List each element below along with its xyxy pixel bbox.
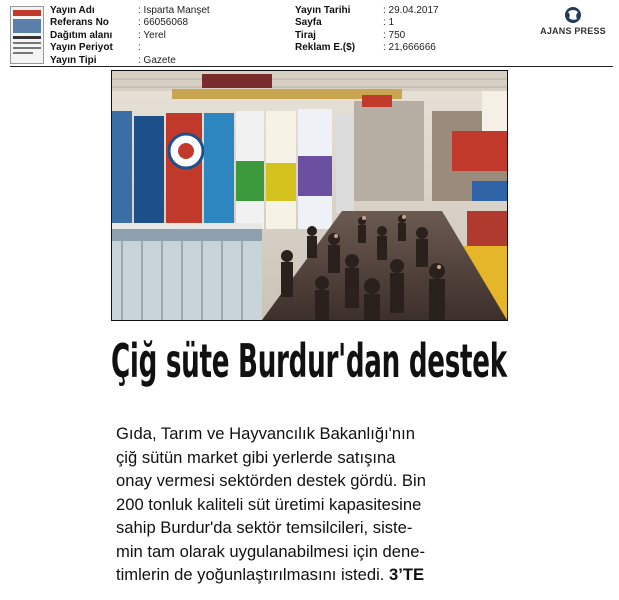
meta-value: : 1 [383, 17, 395, 29]
body-line: sahip Burdur'da sektör temsilcileri, siste- [116, 518, 413, 537]
globe-icon [533, 6, 613, 26]
meta-label: Yayın Tarihi [295, 5, 351, 16]
meta-label: Referans No [50, 17, 109, 29]
meta-value: : Gazete [138, 54, 176, 66]
meta-label: Yayın Tipi [50, 54, 97, 66]
headline: Çiğ süte Burdur'dan destek [111, 334, 507, 388]
meta-value: : 29.04.2017 [383, 5, 439, 16]
body-line: 200 tonluk kaliteli süt üretimi kapasitesine [116, 494, 422, 514]
meta-row-ad-value [295, 42, 439, 54]
body-line: Gıda, Tarım ve Hayvancılık Bakanlığı'nın [116, 424, 415, 443]
meta-row-publication-name [50, 5, 210, 17]
meta-label: Reklam E.($) [295, 42, 356, 54]
ajans-press-logo [533, 6, 613, 40]
logo-text: AJANS PRESS [540, 26, 606, 36]
meta-label: Dağıtım alanı [50, 29, 113, 41]
meta-value: : Yerel [138, 29, 166, 41]
meta-row-page [295, 17, 439, 29]
meta-label: Yayın Adı [50, 5, 95, 16]
article-body [116, 422, 506, 587]
meta-row-reference-no [50, 17, 210, 29]
meta-label: Tiraj [295, 29, 316, 41]
publication-info-left [50, 5, 210, 67]
header-divider [10, 66, 613, 67]
meta-row-distribution [50, 30, 210, 42]
meta-value: : 750 [383, 29, 406, 41]
page-reference: 3’TE [389, 565, 425, 584]
body-line-last [116, 563, 506, 587]
meta-row-period [50, 42, 210, 54]
meta-row-circulation [295, 30, 439, 42]
meta-label: Sayfa [295, 17, 322, 29]
body-line: onay vermesi sektörden destek gördü. Bin [116, 471, 426, 490]
meta-label: Yayın Periyot [50, 42, 113, 54]
newspaper-thumbnail [10, 6, 44, 64]
publication-info-right [295, 5, 439, 55]
meta-value: : Isparta Manşet [138, 5, 210, 16]
body-line-text: timlerin de yoğunlaştırılmasını istedi. [116, 565, 385, 584]
expo-photo [111, 70, 508, 321]
meta-value: : [138, 42, 141, 54]
meta-value: : 21,666666 [383, 42, 436, 54]
meta-row-date [295, 5, 439, 17]
body-line: çiğ sütün market gibi yerlerde satışına [116, 447, 396, 467]
meta-value: : 66056068 [138, 17, 189, 29]
body-line: min tam olarak uygulanabilmesi için dene- [116, 541, 425, 561]
